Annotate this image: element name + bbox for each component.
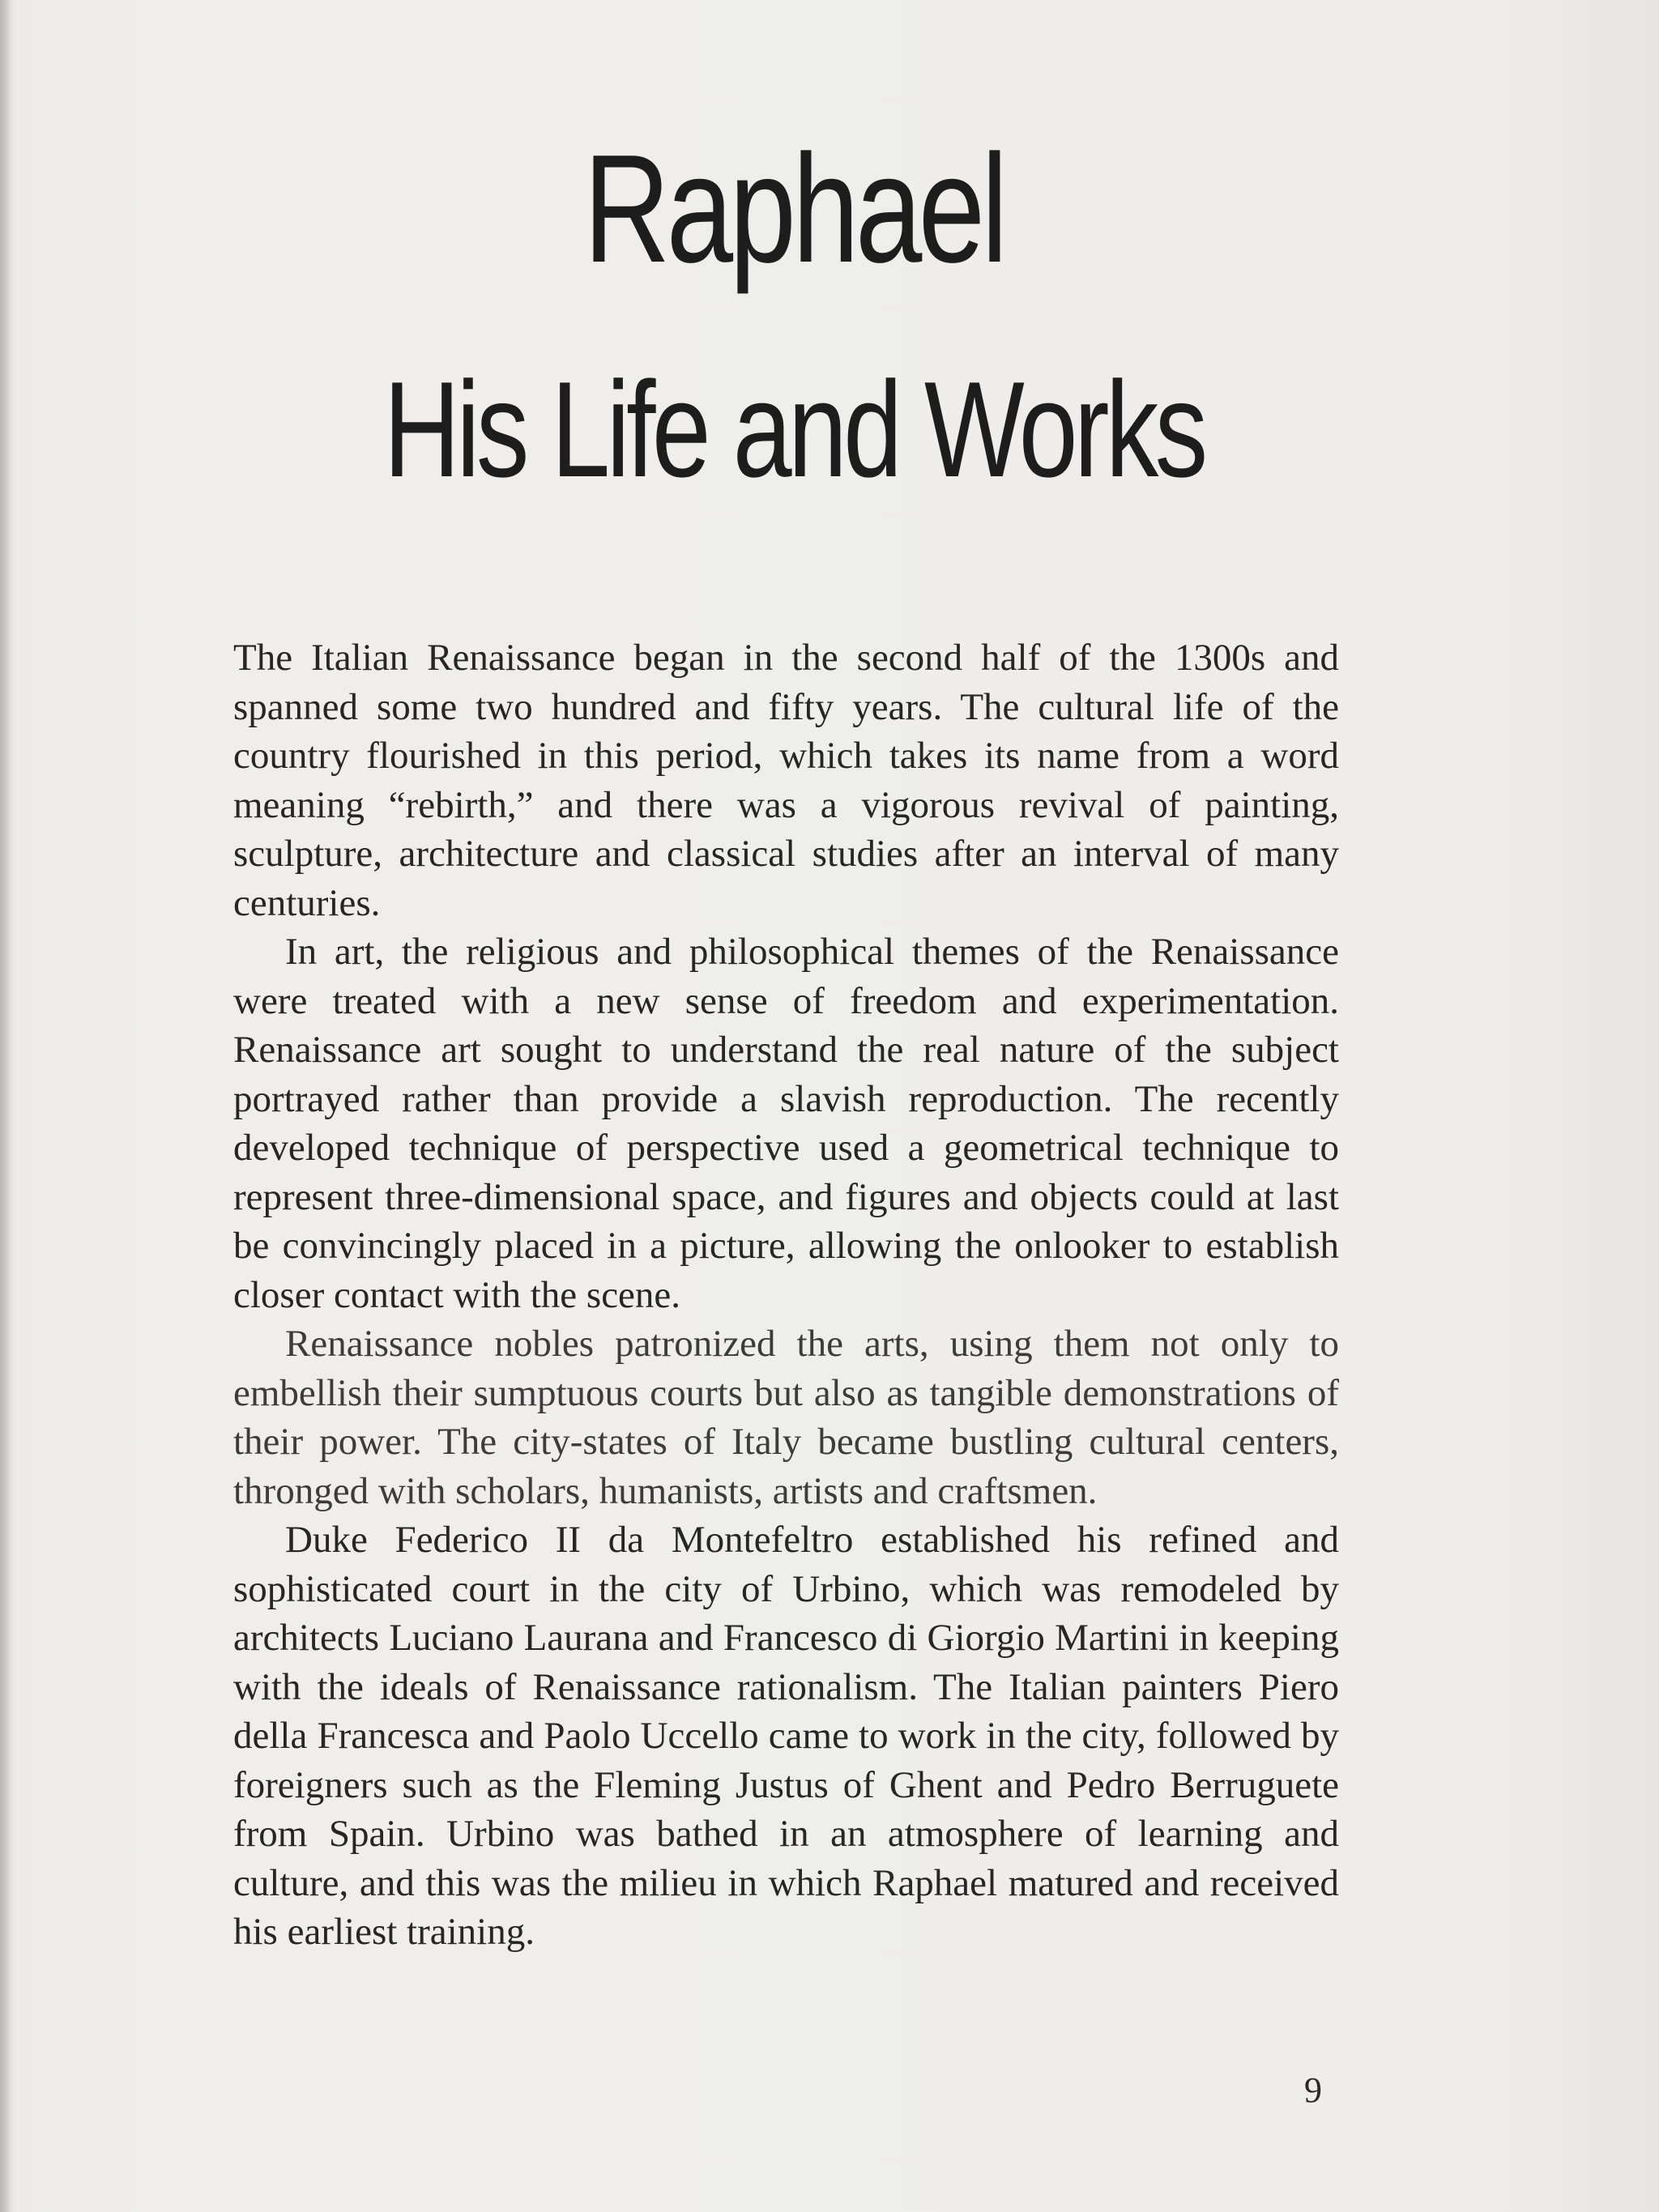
paragraph-3: Renaissance nobles patronized the arts, using them not only to embellish their sumptuous courts but also as tangible demonstrations of their power. The city-states of Italy became bustling cultural centers, thronged with scholars, humanists, artists and craftsmen. [233, 1323, 1339, 1512]
paragraph-2: In art, the religious and philosophical themes of the Renaissance were treated with a new sense of freedom and experimentation. Renaissance art sought to understand the real nature of the subject portrayed rather than provide a slavish reproduction. The recently developed technique of perspective used a geometrical technique to represent three-dimensional space, and figures and objects could at last be convincingly placed in a picture, allowing the onlooker to establish closer contact with the scene. [233, 931, 1339, 1316]
page-number: 9 [1304, 2070, 1322, 2110]
page-gutter-shadow [0, 0, 11, 2212]
page-title: Raphael [583, 123, 1004, 295]
page-subtitle: His Life and Works [383, 353, 1205, 505]
paragraph-1: The Italian Renaissance began in the second half of the 1300s and spanned some two hundred and fifty years. The cultural life of the country flourished in this period, which takes its name from a word meaning “rebirth,” and there was a vigorous revival of painting, sculpture, architecture and classical studies after an interval of many centuries. [233, 637, 1339, 924]
body-text [233, 633, 1339, 1957]
paragraph-4: Duke Federico II da Montefeltro established his refined and sophisticated court in the city of Urbino, which was remodeled by architects Luciano Laurana and Francesco di Giorgio Martini in keeping with the ideals of Renaissance rationalism. The Italian painters Piero della Francesca and Paolo Uccello came to work in the city, followed by foreigners such as the Fleming Justus of Ghent and Pedro Berruguete from Spain. Urbino was bathed in an atmosphere of learning and culture, and this was the milieu in which Raphael matured and received his earliest training. [233, 1519, 1339, 1953]
